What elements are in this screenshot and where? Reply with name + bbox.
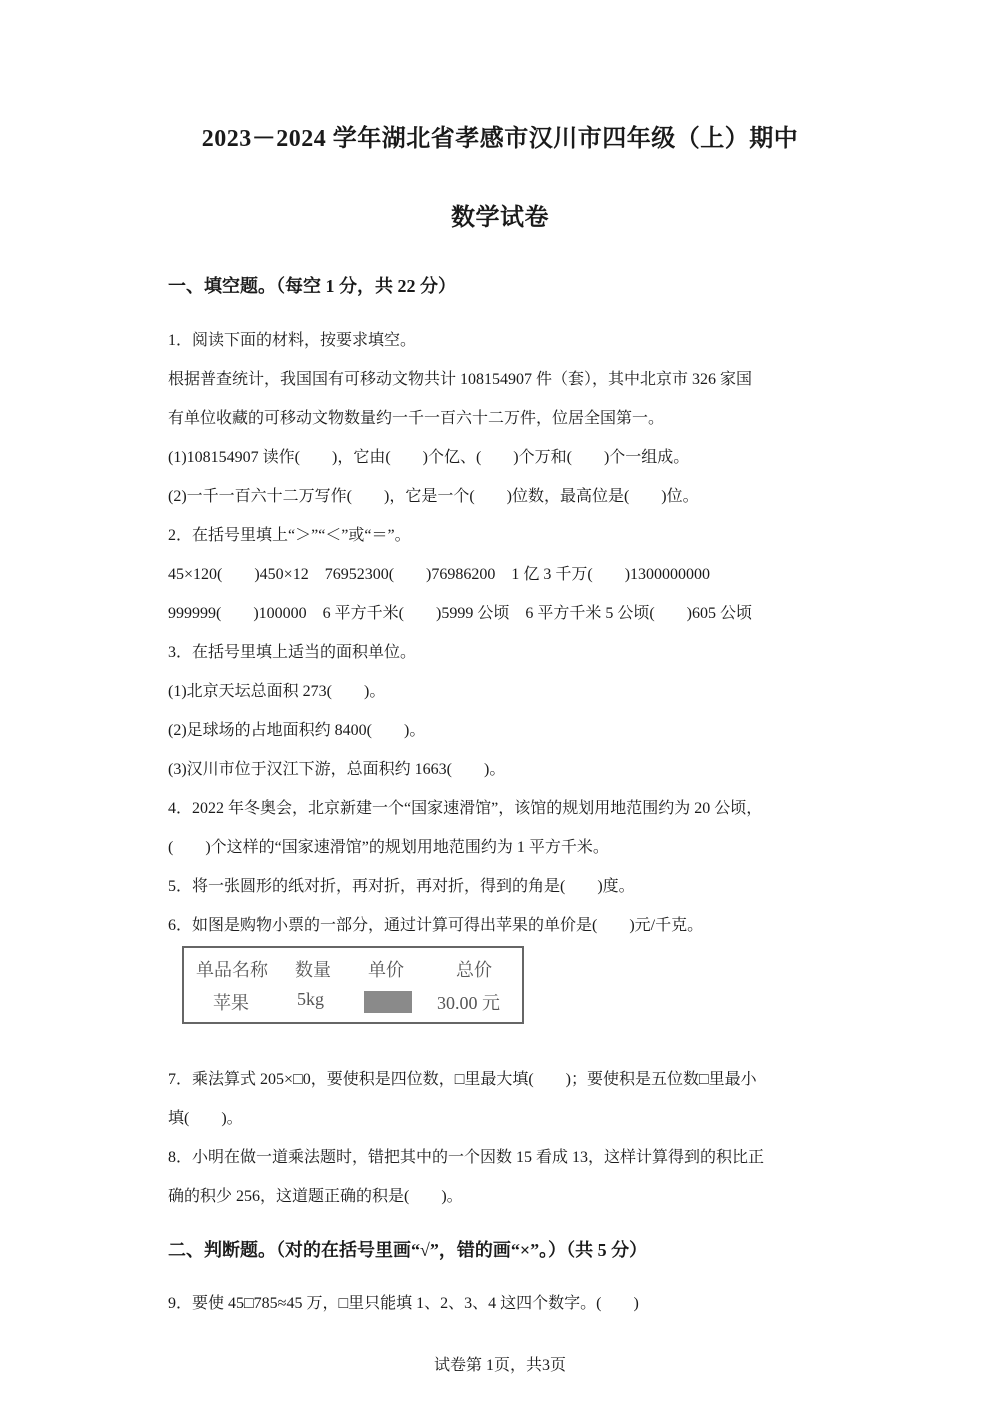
receipt-header-total: 总价 (456, 960, 492, 980)
receipt-table (182, 946, 524, 1024)
question-1-prompt: 1．阅读下面的材料，按要求填空。 (168, 332, 417, 349)
question-3-part2: (2)足球场的占地面积约 8400( )。 (168, 722, 426, 739)
question-8-line1: 8．小明在做一道乘法题时，错把其中的一个因数 15 看成 13，这样计算得到的积比正 (168, 1149, 765, 1166)
question-1-material-line2: 有单位收藏的可移动文物数量约一千一百六十二万件，位居全国第一。 (168, 410, 665, 427)
section1-heading: 一、填空题。（每空 1 分，共 22 分） (168, 276, 456, 296)
question-3-part3: (3)汉川市位于汉江下游，总面积约 1663( )。 (168, 761, 506, 778)
question-3-part1: (1)北京天坛总面积 273( )。 (168, 683, 386, 700)
question-2-row1: 45×120( )450×12 76952300( )76986200 1 亿 3 千万( )1300000000 (168, 566, 711, 583)
receipt-item-quantity: 5kg (297, 989, 324, 1009)
receipt-unit-price-mask (364, 991, 412, 1013)
receipt-item-name: 苹果 (213, 993, 249, 1013)
question-7-line2: 填( )。 (168, 1110, 243, 1127)
receipt-item-total: 30.00 元 (437, 993, 500, 1013)
receipt-header-name: 单品名称 (196, 960, 268, 980)
exam-title-line1: 2023－2024 学年湖北省孝感市汉川市四年级（上）期中 (201, 126, 799, 152)
question-8-line2: 确的积少 256，这道题正确的积是( )。 (168, 1188, 463, 1205)
page-footer: 试卷第 1页，共3页 (433, 1357, 566, 1374)
question-3-prompt: 3．在括号里填上适当的面积单位。 (168, 644, 417, 661)
receipt-header-quantity: 数量 (295, 960, 331, 980)
question-1-part1: (1)108154907 读作( )，它由( )个亿、( )个万和( )个一组成。 (168, 449, 690, 466)
exam-title-line2: 数学试卷 (451, 205, 549, 231)
question-9: 9．要使 45□785≈45 万，□里只能填 1、2、3、4 这四个数字。( ) (168, 1295, 639, 1312)
question-1-part2: (2)一千一百六十二万写作( )，它是一个( )位数，最高位是( )位。 (168, 488, 699, 505)
question-4-line2: ( )个这样的“国家速滑馆”的规划用地范围约为 1 平方千米。 (168, 839, 609, 856)
section2-heading: 二、判断题。（对的在括号里画“√”，错的画“×”。）（共 5 分） (168, 1240, 648, 1260)
question-1-material-line1: 根据普查统计，我国国有可移动文物共计 108154907 件（套），其中北京市 326 家国 (168, 371, 753, 388)
question-7-line1: 7．乘法算式 205×□0，要使积是四位数，□里最大填( )；要使积是五位数□里最小 (168, 1071, 757, 1088)
question-5: 5．将一张圆形的纸对折，再对折，再对折，得到的角是( )度。 (168, 878, 635, 895)
question-6: 6．如图是购物小票的一部分，通过计算可得出苹果的单价是( )元/千克。 (168, 917, 704, 934)
question-2-row2: 999999( )100000 6 平方千米( )5999 公顷 6 平方千米 5 公顷( )605 公顷 (168, 605, 752, 622)
question-4-line1: 4．2022 年冬奥会，北京新建一个“国家速滑馆”，该馆的规划用地范围约为 20 公顷， (168, 800, 763, 817)
receipt-header-unit-price: 单价 (368, 960, 404, 980)
question-2-prompt: 2．在括号里填上“＞”“＜”或“＝”。 (168, 527, 411, 544)
